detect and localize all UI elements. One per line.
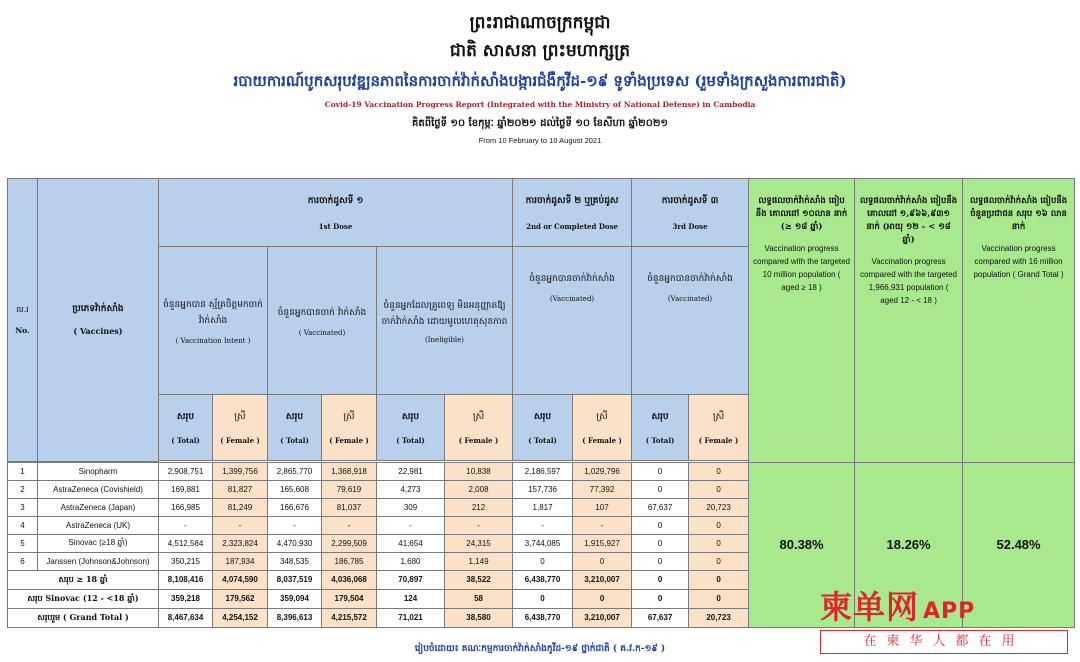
cell: 0 (689, 570, 749, 589)
cell: 0 (689, 516, 749, 534)
cell: 348,535 (268, 552, 322, 570)
motto-heading: ជាតិ សាសនា ព្រះមហាក្សត្រ (449, 41, 631, 61)
total-en: ( Total) (280, 435, 309, 445)
row-vaccine: Sinopharm (38, 462, 159, 480)
target-teen-header (855, 179, 963, 463)
cell: 157,736 (513, 480, 573, 498)
dose1-en: 1st Dose (318, 221, 353, 231)
report-title-english: Covid-19 Vaccination Progress Report (Integrated with the Ministry of National Defense) in Cambodia (324, 100, 756, 109)
date-range-english: From 10 February to 10 August 2021 (478, 136, 602, 145)
cell: - (159, 516, 213, 534)
cell: 4,273 (377, 480, 445, 498)
intent-kh: ចំនួនអ្នកបាន ស្ម័គ្រចិត្តមកចាក់វ៉ាក់សាំង (163, 299, 263, 326)
cell: 359,218 (159, 589, 213, 608)
row-no: 6 (8, 552, 38, 570)
cell: 0 (632, 534, 689, 552)
dose3-kh: ការចាក់ដូសទី ៣ (661, 195, 719, 206)
sum-grand-label: សរុបរួម ( Grand Total ) (8, 608, 159, 627)
cell: 8,037,519 (268, 570, 322, 589)
cell: 58 (445, 589, 513, 608)
cell: 2,908,751 (159, 462, 213, 480)
cell: 0 (689, 480, 749, 498)
cell: 81,249 (213, 498, 268, 516)
cell: 3,744,085 (513, 534, 573, 552)
vaccinated3-en: (Vaccinated) (667, 295, 713, 303)
female-col (322, 395, 377, 461)
watermark (820, 582, 1070, 656)
col-vaccine-header (38, 179, 159, 462)
cell: 0 (573, 589, 632, 608)
cell: 22,981 (377, 462, 445, 480)
prepared-by-footer: រៀបចំដោយ៖ គណៈកម្មការចាក់វ៉ាក់សាំងកូវីដ-១៩ ថ្នាក់ជាតិ ( គ.វ.ក-១៩ ) (414, 644, 666, 654)
cell: 20,723 (689, 608, 749, 627)
watermark-brand-text: 柬单网 (820, 588, 920, 626)
cell: 0 (632, 570, 689, 589)
dose2-header (513, 179, 632, 247)
cell: 10,838 (445, 462, 513, 480)
cell: 70,897 (377, 570, 445, 589)
cell: - (322, 516, 377, 534)
cell: 20,723 (689, 498, 749, 516)
dose1-header (159, 179, 513, 247)
cell: 1,817 (513, 498, 573, 516)
cell: - (445, 516, 513, 534)
total-en: ( Total) (396, 435, 425, 445)
cell: 38,522 (445, 570, 513, 589)
target-teen-kh: លទ្ធផលចាក់វ៉ាក់សាំង ធៀបនឹង គោលដៅ ១,៩៦៦,៩៣១ នាក់ (អាយុ ១២ - < ១៨ ឆ្នាំ) (859, 196, 958, 245)
cell: - (268, 516, 322, 534)
vaccinated-header (268, 247, 377, 395)
cell: 0 (632, 462, 689, 480)
female-en: ( Female ) (458, 435, 499, 445)
cell: 1,915,927 (573, 534, 632, 552)
cell: 4,470,930 (268, 534, 322, 552)
female-kh: ស្រី (712, 411, 725, 422)
female-kh: ស្រី (472, 411, 485, 422)
ineligible-kh: ចំនួនអ្នកដែលគ្រូពេទ្យ មិនអនុញ្ញាតឱ្យចាក់វ៉ាក់សាំង ដោយមូលហេតុសុខភាព (381, 300, 508, 327)
cell: - (377, 516, 445, 534)
cell: 0 (513, 589, 573, 608)
vaccinated3-kh: ចំនួនអ្នកបានចាក់វ៉ាក់សាំង (647, 274, 733, 284)
col-vaccine-en: ( Vaccines) (73, 326, 123, 337)
total-kh: សរុប (533, 411, 552, 422)
cell: 2,008 (445, 480, 513, 498)
table-row (8, 462, 1075, 480)
dose2-en: 2nd or Completed Dose (526, 221, 618, 231)
female-en: ( Female ) (220, 435, 260, 445)
female-col (573, 395, 632, 461)
cell: 4,215,572 (322, 608, 377, 627)
female-col (445, 395, 513, 461)
col-vaccine-kh: ប្រភេទវ៉ាក់សាំង (72, 304, 124, 315)
cell: 67,637 (632, 498, 689, 516)
cell: - (513, 516, 573, 534)
pct-teen-value: 18.26% (886, 537, 931, 552)
cell: 1,149 (445, 552, 513, 570)
sum-adult-label: សរុប ≥ 18 ឆ្នាំ (8, 570, 159, 589)
intent-header (159, 247, 268, 395)
kingdom-heading: ព្រះរាជាណាចក្រកម្ពុជា (469, 13, 611, 33)
cell: 8,467,634 (159, 608, 213, 627)
cell: 166,676 (268, 498, 322, 516)
total-col (268, 395, 322, 461)
cell: 67,637 (632, 608, 689, 627)
row-no: 4 (8, 516, 38, 534)
vaccinated3-header (632, 247, 749, 395)
report-title-khmer: របាយការណ៍បូកសរុបវឌ្ឍនភាពនៃការចាក់វ៉ាក់សាំងបង្ការជំងឺកូវីដ-១៩ ទូទាំងប្រទេស (រួមទាំងក្រសួងការពារជាតិ) (233, 72, 847, 90)
vaccinated2-en: (Vaccinated) (549, 295, 595, 303)
target-16m-header (963, 179, 1075, 463)
row-vaccine: Sinovac (≥18 ឆ្នាំ) (38, 534, 159, 552)
female-kh: ស្រី (596, 411, 608, 422)
total-kh: សរុប (651, 411, 669, 422)
target-16m-kh: លទ្ធផលចាក់វ៉ាក់សាំង ធៀបនឹង ចំនួនប្រជាជន សរុប ១៦ លាននាក់ (969, 196, 1068, 232)
cell: 0 (632, 589, 689, 608)
cell: 3,210,007 (573, 570, 632, 589)
cell: 38,580 (445, 608, 513, 627)
watermark-brand (820, 582, 975, 628)
vaccination-table (7, 178, 1075, 628)
target-10m-header (749, 179, 855, 463)
pct-16m-value: 52.48% (996, 537, 1041, 552)
row-no: 3 (8, 498, 38, 516)
pct-10m-value: 80.38% (779, 537, 824, 552)
cell: 0 (632, 516, 689, 534)
cell: 4,036,068 (322, 570, 377, 589)
female-kh: ស្រី (343, 411, 355, 422)
sum-teen-label: សរុប Sinovac (12 - <18 ឆ្នាំ) (8, 589, 159, 608)
cell: 0 (632, 552, 689, 570)
cell: 169,881 (159, 480, 213, 498)
female-col (689, 395, 749, 461)
cell: 0 (513, 552, 573, 570)
target-16m-en: Vaccination progress compared with 16 million population ( Grand Total ) (973, 244, 1064, 279)
cell: 309 (377, 498, 445, 516)
dose3-en: 3rd Dose (672, 221, 708, 231)
dose3-header (632, 179, 749, 247)
cell: 1,368,918 (322, 462, 377, 480)
female-kh: ស្រី (234, 411, 246, 422)
cell: 2,865,770 (268, 462, 322, 480)
cell: 8,108,416 (159, 570, 213, 589)
ineligible-en: (Ineligible) (425, 335, 464, 344)
total-col (159, 395, 213, 461)
cell: 187,934 (213, 552, 268, 570)
cell: 81,037 (322, 498, 377, 516)
target-10m-en: Vaccination progress compared with the targeted 10 million population ( aged ≥ 18 ) (753, 244, 851, 292)
vaccinated2-header (513, 247, 632, 395)
total-kh: សរុប (285, 411, 304, 422)
total-en: ( Total) (171, 435, 200, 445)
female-en: ( Female ) (329, 435, 369, 445)
total-en: ( Total) (645, 435, 675, 445)
cell: 6,438,770 (513, 570, 573, 589)
date-range-khmer: គិតពីថ្ងៃទី ១០ ខែកុម្ភៈ ឆ្នាំ២០២១ ដល់ថ្ងៃទី ១០ ខែសីហា ឆ្នាំ២០២១ (412, 118, 668, 129)
vaccinated-kh: ចំនួនអ្នកបានចាក់ វ៉ាក់សាំង (277, 307, 367, 318)
cell: 124 (377, 589, 445, 608)
cell: - (213, 516, 268, 534)
watermark-app-text: APP (923, 599, 976, 624)
col-no-en: No. (15, 326, 30, 336)
cell: 8,396,613 (268, 608, 322, 627)
cell: 107 (573, 498, 632, 516)
total-col (513, 395, 573, 461)
col-no-header (8, 179, 38, 462)
female-col (213, 395, 268, 461)
cell: 4,074,590 (213, 570, 268, 589)
cell: 3,210,007 (573, 608, 632, 627)
cell: 81,827 (213, 480, 268, 498)
cell: 0 (689, 552, 749, 570)
cell: 41,654 (377, 534, 445, 552)
target-teen-en: Vaccination progress compared with the targeted 1,966,931 population ( aged 12 - < 18 ) (860, 257, 958, 305)
dose1-kh: ការចាក់ដូសទី ១ (307, 195, 364, 206)
row-vaccine: Janssen (Johnson&Johnson) (38, 552, 159, 570)
cell: 0 (689, 462, 749, 480)
cell: 0 (632, 480, 689, 498)
cell: 4,254,152 (213, 608, 268, 627)
cell: 165,608 (268, 480, 322, 498)
row-no: 1 (8, 462, 38, 480)
total-en: ( Total) (528, 435, 557, 445)
row-vaccine: AstraZeneca (Japan) (38, 498, 159, 516)
cell: 24,315 (445, 534, 513, 552)
cell: 186,785 (322, 552, 377, 570)
cell: 1,029,796 (573, 462, 632, 480)
dose2-kh: ការចាក់ដូសទី ២ ឬគ្រប់ដូស (525, 195, 619, 206)
watermark-slogan: 在柬华人都在用 (820, 630, 1068, 654)
row-no: 2 (8, 480, 38, 498)
cell: 166,985 (159, 498, 213, 516)
cell: 79,619 (322, 480, 377, 498)
cell: 179,562 (213, 589, 268, 608)
cell: 212 (445, 498, 513, 516)
ineligible-header (377, 247, 513, 395)
col-no-kh: ល.រ (16, 305, 29, 315)
cell: 350,215 (159, 552, 213, 570)
cell: 71,021 (377, 608, 445, 627)
cell: 0 (689, 534, 749, 552)
row-vaccine: AstraZeneca (UK) (38, 516, 159, 534)
female-en: ( Female ) (698, 435, 739, 445)
cell: 2,323,824 (213, 534, 268, 552)
cell: 179,504 (322, 589, 377, 608)
row-vaccine: AstraZeneca (Covishield) (38, 480, 159, 498)
cell: 1,399,756 (213, 462, 268, 480)
intent-en: ( Vaccination Intent ) (175, 336, 251, 345)
cell: 6,438,770 (513, 608, 573, 627)
total-col (632, 395, 689, 461)
cell: 0 (573, 552, 632, 570)
cell: 4,512,584 (159, 534, 213, 552)
cell: 359,094 (268, 589, 322, 608)
target-10m-kh: លទ្ធផលចាក់វ៉ាក់សាំង ធៀបនឹង គោលដៅ ១០លាន នាក់ (≥ ១៨ ឆ្នាំ) (755, 196, 848, 232)
total-col (377, 395, 445, 461)
cell: 1,680 (377, 552, 445, 570)
total-kh: សរុប (176, 411, 195, 422)
cell: 0 (689, 589, 749, 608)
cell: - (573, 516, 632, 534)
cell: 2,299,509 (322, 534, 377, 552)
cell: 77,392 (573, 480, 632, 498)
female-en: ( Female ) (582, 435, 622, 445)
cell: 2,186,597 (513, 462, 573, 480)
vaccinated-en: ( Vaccinated) (298, 328, 346, 337)
total-kh: សរុប (401, 411, 420, 422)
row-no: 5 (8, 534, 38, 552)
vaccinated2-kh: ចំនួនអ្នកបានចាក់វ៉ាក់សាំង (529, 274, 615, 284)
